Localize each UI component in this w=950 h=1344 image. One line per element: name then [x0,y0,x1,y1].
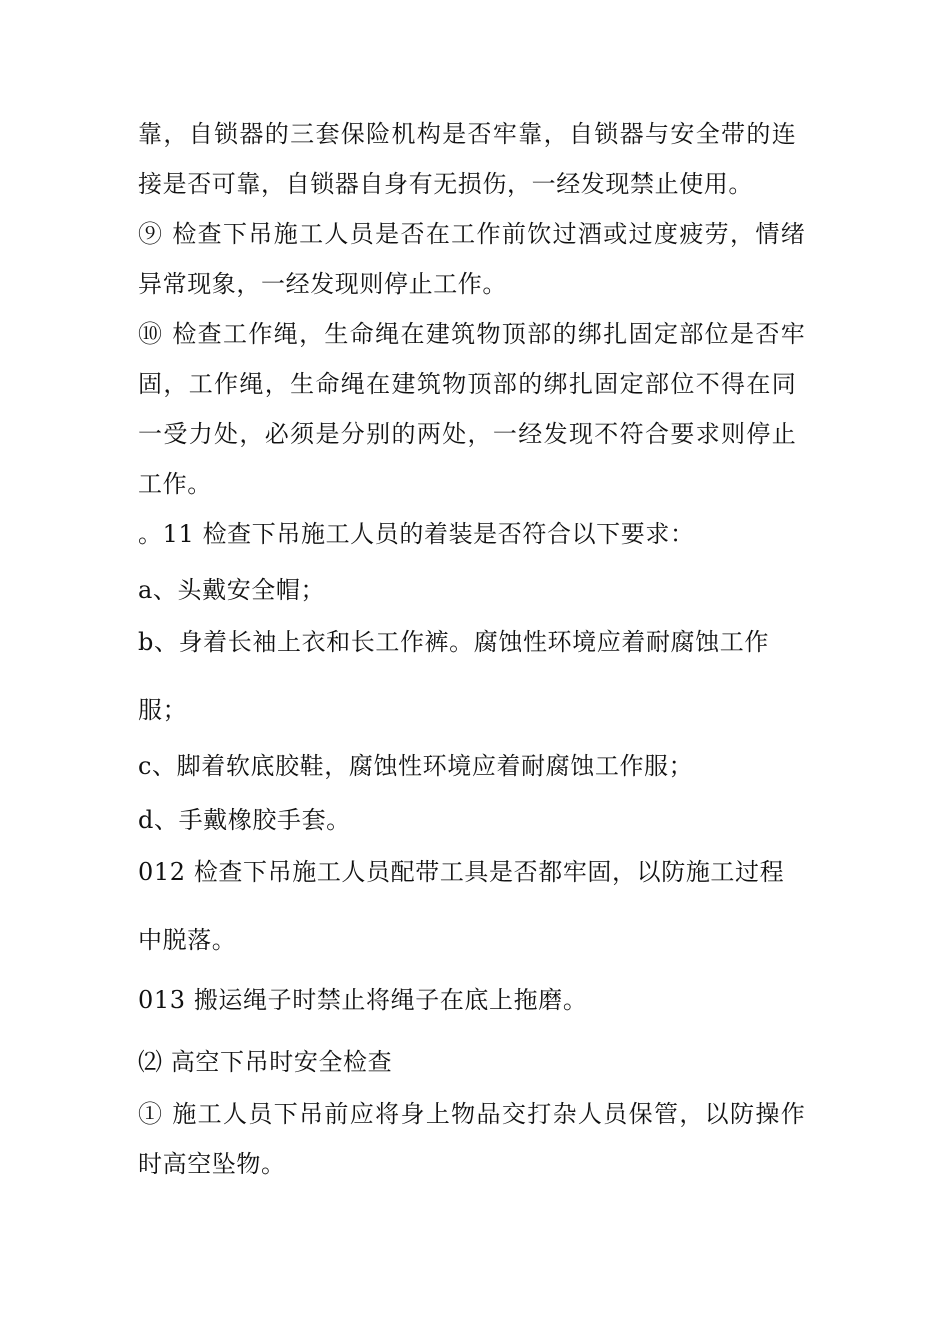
text-line-16: 中脱落。 [138,926,237,954]
text-line-20: 时高空坠物。 [138,1150,286,1178]
text-line-19: ① 施工人员下吊前应将身上物品交打杂人员保管，以防操作 [138,1100,807,1128]
text-line-17: 013 搬运绳子时禁止将绳子在底上拖磨。 [138,986,588,1014]
text-line-15: 012 检查下吊施工人员配带工具是否都牢固，以防施工过程 [138,858,785,886]
text-line-2: 接是否可靠，自锁器自身有无损伤，一经发现禁止使用。 [138,170,753,198]
text-line-5: ⑩ 检查工作绳，生命绳在建筑物顶部的绑扎固定部位是否牢 [138,320,807,348]
text-line-9: 。11 检查下吊施工人员的着装是否符合以下要求： [138,520,695,548]
text-line-11: b、身着长袖上衣和长工作裤。腐蚀性环境应着耐腐蚀工作 [138,628,769,656]
text-line-7: 一受力处，必须是分别的两处，一经发现不符合要求则停止 [138,420,798,448]
text-line-12: 服； [138,696,188,724]
text-line-14: d、手戴橡胶手套。 [138,806,351,834]
section-heading: ⑵ 高空下吊时安全检查 [138,1048,393,1076]
text-line-8: 工作。 [138,470,212,498]
text-line-3: ⑨ 检查下吊施工人员是否在工作前饮过酒或过度疲劳，情绪 [138,220,807,248]
text-line-4: 异常现象，一经发现则停止工作。 [138,270,507,298]
text-line-13: c、脚着软底胶鞋，腐蚀性环境应着耐腐蚀工作服； [138,752,694,780]
text-line-10: a、头戴安全帽； [138,576,326,604]
text-line-1: 靠，自锁器的三套保险机构是否牢靠，自锁器与安全带的连 [138,120,798,148]
text-line-6: 固，工作绳，生命绳在建筑物顶部的绑扎固定部位不得在同 [138,370,798,398]
